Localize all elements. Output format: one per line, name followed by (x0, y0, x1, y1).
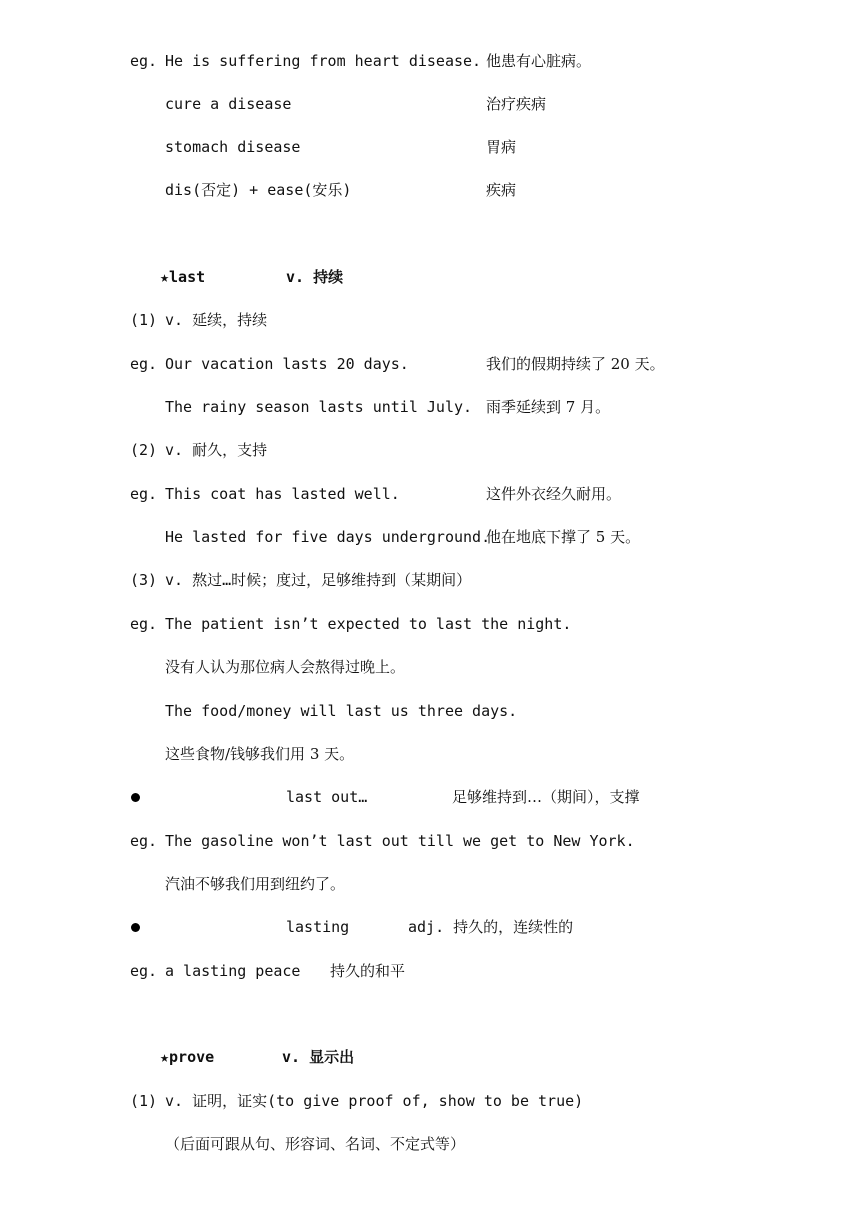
eg-label: eg. (130, 615, 158, 633)
headword-prove: ★prove (160, 1048, 215, 1066)
sense-text: v. 延续，持续 (165, 311, 268, 329)
example-en: Our vacation lasts 20 days. (165, 355, 409, 373)
example-en: a lasting peace (165, 962, 301, 980)
usage-note: （后面可跟从句、形容词、名词、不定式等） (165, 1135, 466, 1153)
phrase-term: lasting (286, 918, 350, 936)
example-cn: 雨季延续到 7 月。 (486, 398, 611, 416)
example-en: He lasted for five days underground. (165, 528, 491, 546)
sense-text: v. 熬过…时候；度过，足够维持到（某期间） (165, 571, 472, 589)
bullet-icon (131, 923, 140, 932)
example-cn: 他在地底下撑了 5 天。 (486, 528, 641, 546)
etymology-en: dis(否定) + ease(安乐) (165, 181, 352, 199)
headword-last-meaning: v. 持续 (286, 268, 344, 286)
headword-last: ★last (160, 268, 206, 286)
example-cn: 这些食物/钱够我们用 3 天。 (165, 745, 355, 763)
eg-label: eg. (130, 832, 158, 850)
example-en: This coat has lasted well. (165, 485, 400, 503)
eg-label: eg. (130, 355, 158, 373)
example-en: He is suffering from heart disease. (165, 52, 482, 70)
example-en: The food/money will last us three days. (165, 702, 518, 720)
example-cn: 没有人认为那位病人会熬得过晚上。 (165, 658, 406, 676)
phrase-term: last out… (286, 788, 368, 806)
phrase-meaning: 足够维持到…（期间），支撑 (452, 788, 640, 806)
example-cn: 持久的和平 (330, 962, 406, 980)
sense-text: v. 证明，证实(to give proof of, show to be true) (165, 1092, 584, 1110)
sense-text: v. 耐久，支持 (165, 441, 268, 459)
bullet-icon (131, 793, 140, 802)
sense-number: (1) (130, 1092, 158, 1110)
sense-number: (3) (130, 571, 158, 589)
phrase-en: cure a disease (165, 95, 292, 113)
eg-label: eg. (130, 52, 158, 70)
sense-number: (2) (130, 441, 158, 459)
phrase-meaning: adj. 持久的，连续性的 (408, 918, 574, 936)
phrase-en: stomach disease (165, 138, 301, 156)
example-cn: 我们的假期持续了 20 天。 (486, 355, 665, 373)
eg-label: eg. (130, 962, 158, 980)
example-cn: 他患有心脏病。 (486, 52, 592, 70)
phrase-cn: 治疗疾病 (486, 95, 547, 113)
etymology-cn: 疾病 (486, 181, 517, 199)
phrase-cn: 胃病 (486, 138, 517, 156)
example-cn: 汽油不够我们用到纽约了。 (165, 875, 346, 893)
example-en: The patient isn’t expected to last the night. (165, 615, 572, 633)
example-en: The gasoline won’t last out till we get to New York. (165, 832, 635, 850)
example-cn: 这件外衣经久耐用。 (486, 485, 622, 503)
example-en: The rainy season lasts until July. (165, 398, 473, 416)
headword-prove-meaning: v. 显示出 (282, 1048, 355, 1066)
eg-label: eg. (130, 485, 158, 503)
sense-number: (1) (130, 311, 158, 329)
